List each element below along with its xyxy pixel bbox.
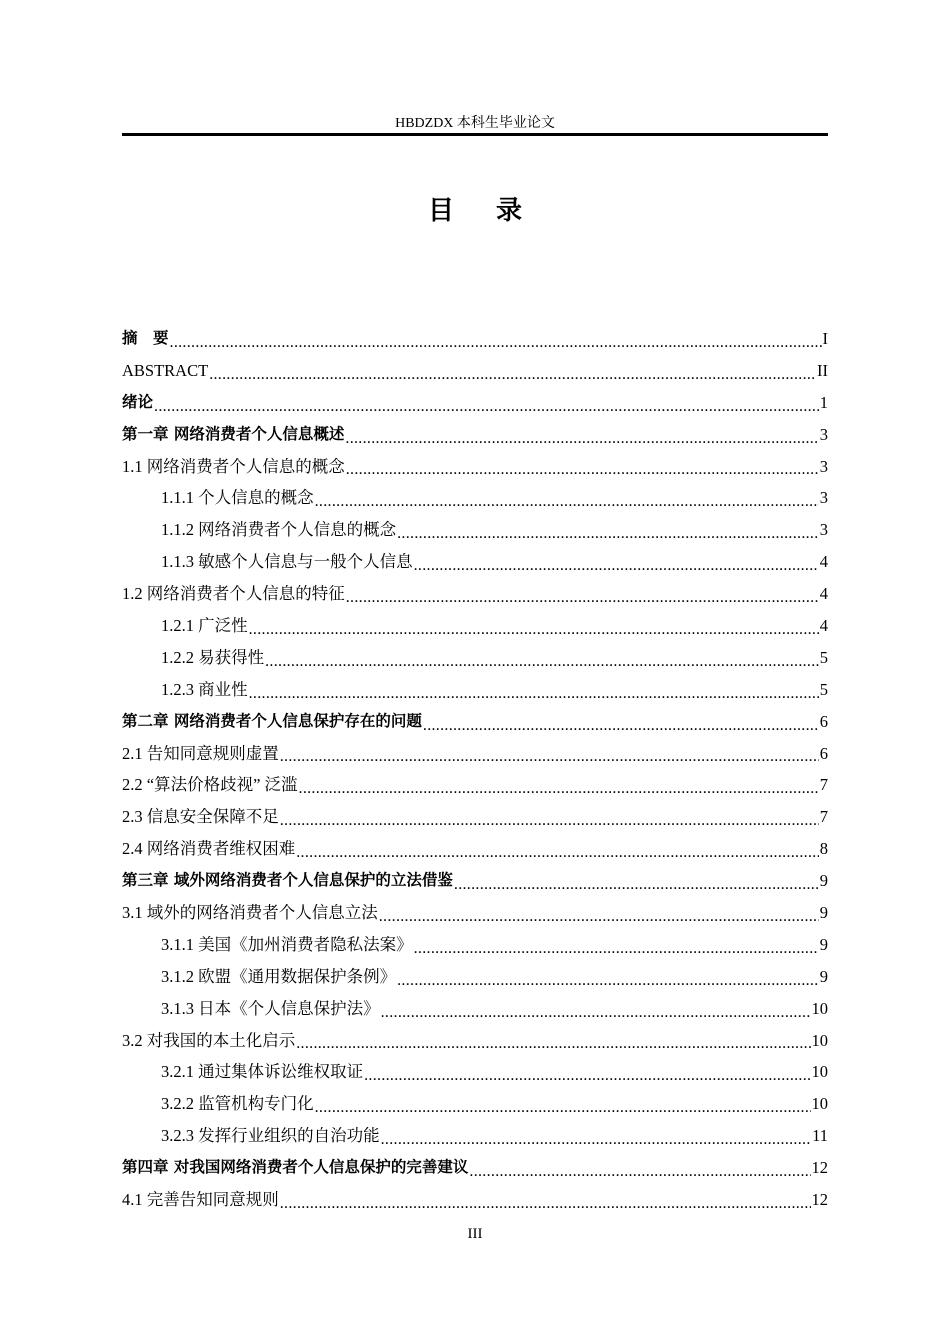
toc-dot-leader <box>249 674 819 706</box>
toc-entry[interactable] <box>122 1184 828 1216</box>
toc-entry-page: 3 <box>819 520 828 540</box>
toc-entry-page: 10 <box>811 1062 828 1082</box>
toc-entry-page: 4 <box>819 552 828 572</box>
toc-entry-page: 7 <box>819 807 828 827</box>
toc-dot-leader <box>397 961 819 993</box>
toc-dot-leader <box>265 642 819 674</box>
page-title: 目录 <box>427 196 564 226</box>
toc-dot-leader <box>381 993 811 1025</box>
toc-dot-leader <box>414 546 819 578</box>
toc-entry-page: 4 <box>819 584 828 604</box>
toc-entry-title: 1.2.1 广泛性 <box>161 616 248 635</box>
toc-dot-leader <box>414 929 819 961</box>
toc-entry[interactable] <box>122 482 828 514</box>
toc-dot-leader <box>280 801 819 833</box>
toc-entry-page: 10 <box>811 998 828 1018</box>
table-of-contents <box>122 323 828 1216</box>
toc-entry-title: 1.2.2 易获得性 <box>161 647 265 667</box>
toc-entry[interactable] <box>122 1025 828 1057</box>
toc-entry-page: 11 <box>812 1126 828 1146</box>
toc-entry-title: 3.2.2 监管机构专门化 <box>161 1094 314 1114</box>
toc-entry-title: 3.2.3 发挥行业组织的自治功能 <box>161 1126 380 1146</box>
toc-dot-leader <box>423 706 819 738</box>
toc-dot-leader <box>249 610 819 642</box>
toc-entry[interactable] <box>122 578 828 610</box>
toc-entry[interactable] <box>122 1152 828 1184</box>
toc-dot-leader <box>299 769 819 801</box>
toc-entry-page: 10 <box>811 1030 828 1050</box>
toc-entry[interactable] <box>122 1088 828 1120</box>
toc-entry-page: 5 <box>819 647 828 667</box>
toc-entry-page: I <box>822 328 828 348</box>
toc-entry-title: 1.2.3 商业性 <box>161 679 248 699</box>
toc-entry-page: 6 <box>819 711 828 731</box>
toc-entry-title: 1.1.2 网络消费者个人信息的概念 <box>161 520 397 540</box>
toc-entry-title: 3.2 对我国的本土化启示 <box>122 1030 296 1050</box>
toc-entry[interactable] <box>122 706 828 738</box>
header-rule <box>122 133 828 136</box>
toc-dot-leader <box>454 865 819 897</box>
toc-entry[interactable] <box>122 897 828 929</box>
toc-entry-title: 第二章 网络消费者个人信息保护存在的问题 <box>122 711 422 730</box>
toc-dot-leader <box>364 1056 810 1088</box>
toc-dot-leader <box>170 323 822 355</box>
toc-entry-page: 12 <box>811 1190 828 1210</box>
toc-dot-leader <box>346 578 819 610</box>
toc-entry-page: 6 <box>819 743 828 763</box>
toc-dot-leader <box>315 482 819 514</box>
toc-dot-leader <box>209 355 816 387</box>
toc-entry-page: 9 <box>819 871 828 891</box>
toc-entry-title: 3.2.1 通过集体诉讼维权取证 <box>161 1062 364 1082</box>
toc-entry-page: 9 <box>819 966 828 986</box>
toc-entry-title: 1.1.1 个人信息的概念 <box>161 488 314 508</box>
toc-entry-page: 9 <box>819 934 828 954</box>
toc-entry-page: 3 <box>819 424 828 444</box>
toc-entry[interactable] <box>122 642 828 674</box>
toc-entry-title: 2.4 网络消费者维权困难 <box>122 839 296 859</box>
toc-dot-leader <box>296 1025 810 1057</box>
toc-entry-page: 7 <box>819 775 828 795</box>
toc-entry[interactable] <box>122 323 828 355</box>
toc-entry-title: 1.2 网络消费者个人信息的特征 <box>122 584 345 604</box>
toc-dot-leader <box>397 514 819 546</box>
toc-entry[interactable] <box>122 674 828 706</box>
toc-dot-leader <box>345 419 818 451</box>
toc-dot-leader <box>379 897 819 929</box>
toc-entry[interactable] <box>122 801 828 833</box>
toc-entry-page: 12 <box>811 1158 828 1178</box>
toc-entry-page: 5 <box>819 679 828 699</box>
toc-dot-leader <box>469 1152 810 1184</box>
toc-entry-page: 3 <box>819 488 828 508</box>
toc-entry[interactable] <box>122 738 828 770</box>
toc-entry[interactable] <box>122 1056 828 1088</box>
toc-entry[interactable] <box>122 769 828 801</box>
toc-dot-leader <box>154 387 819 419</box>
toc-dot-leader <box>315 1088 811 1120</box>
toc-entry-title: 4.1 完善告知同意规则 <box>122 1190 279 1210</box>
toc-entry-title: 3.1.1 美国《加州消费者隐私法案》 <box>161 934 413 954</box>
toc-dot-leader <box>346 451 819 483</box>
toc-entry-title: 3.1.3 日本《个人信息保护法》 <box>161 998 380 1018</box>
toc-entry[interactable] <box>122 419 828 451</box>
toc-entry-title: 第四章 对我国网络消费者个人信息保护的完善建议 <box>122 1158 469 1177</box>
toc-entry[interactable] <box>122 610 828 642</box>
toc-entry[interactable] <box>122 355 828 387</box>
toc-entry-title: 绪论 <box>122 392 154 411</box>
toc-entry[interactable] <box>122 929 828 961</box>
toc-dot-leader <box>280 1184 811 1216</box>
running-header: HBDZDX 本科生毕业论文 <box>395 116 555 131</box>
toc-entry-title: 第三章 域外网络消费者个人信息保护的立法借鉴 <box>122 871 453 890</box>
toc-entry-page: 10 <box>811 1094 828 1114</box>
toc-entry-title: 1.1.3 敏感个人信息与一般个人信息 <box>161 552 413 572</box>
toc-entry-title: 2.3 信息安全保障不足 <box>122 807 279 827</box>
toc-entry[interactable] <box>122 451 828 483</box>
toc-dot-leader <box>381 1120 811 1152</box>
toc-entry-title: 1.1 网络消费者个人信息的概念 <box>122 456 345 476</box>
toc-entry-title: 2.2 “算法价格歧视” 泛滥 <box>122 775 298 795</box>
toc-entry[interactable] <box>122 514 828 546</box>
toc-dot-leader <box>280 738 819 770</box>
toc-entry-page: II <box>817 360 828 380</box>
toc-entry[interactable] <box>122 1120 828 1152</box>
toc-entry-page: 3 <box>819 456 828 476</box>
toc-entry[interactable] <box>122 961 828 993</box>
toc-entry[interactable] <box>122 865 828 897</box>
toc-entry-title: ABSTRACT <box>122 360 209 380</box>
toc-entry-title: 摘 要 <box>122 328 169 347</box>
toc-entry[interactable] <box>122 833 828 865</box>
toc-entry-page: 4 <box>819 616 828 635</box>
toc-entry-page: 8 <box>819 839 828 859</box>
toc-entry-page: 9 <box>819 903 828 923</box>
toc-entry[interactable] <box>122 546 828 578</box>
toc-entry-title: 2.1 告知同意规则虚置 <box>122 743 279 763</box>
toc-entry-title: 3.1 域外的网络消费者个人信息立法 <box>122 903 378 923</box>
toc-dot-leader <box>296 833 819 865</box>
page-number: III <box>467 1226 483 1242</box>
toc-entry-page: 1 <box>819 392 828 412</box>
toc-entry-title: 3.1.2 欧盟《通用数据保护条例》 <box>161 966 397 986</box>
toc-entry-title: 第一章 网络消费者个人信息概述 <box>122 424 345 443</box>
toc-entry[interactable] <box>122 387 828 419</box>
toc-entry[interactable] <box>122 993 828 1025</box>
